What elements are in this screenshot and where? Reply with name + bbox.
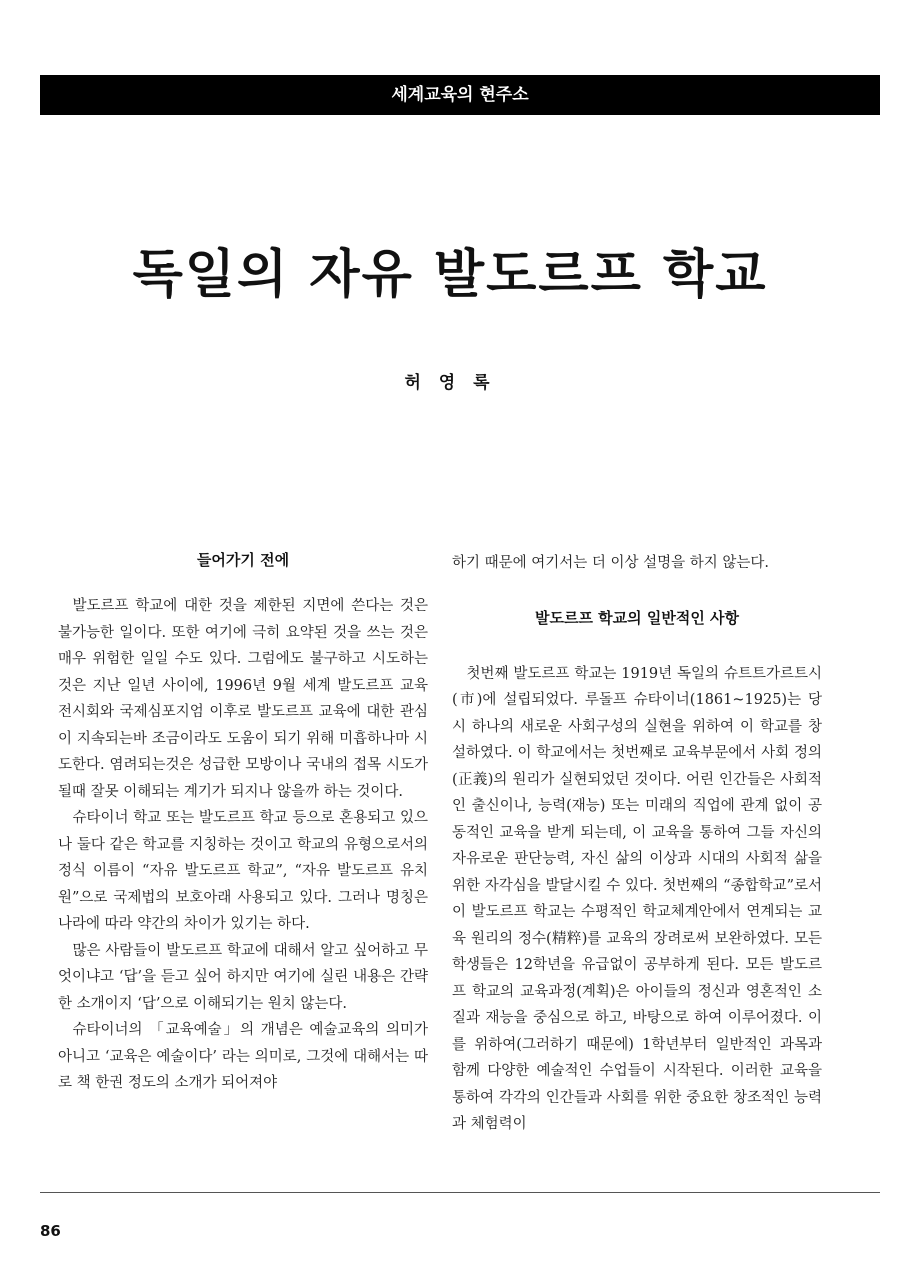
- paragraph: 슈타이너의 「교육예술」의 개념은 예술교육의 의미가 아니고 ‘교육은 예술이다’ 라는 의미로, 그것에 대해서는 따로 책 한권 정도의 소개가 되어져야: [58, 1022, 428, 1091]
- article-title: 독일의 자유 발도르프 학교: [132, 245, 768, 305]
- paragraph: 많은 사람들이 발도르프 학교에 대해서 알고 싶어하고 무엇이냐고 ‘답’을 듣고 싶어 하지만 여기에 실린 내용은 간략한 소개이지 ‘답’으로 이해되기는 원치 않는다.: [58, 942, 428, 1012]
- section-header-bar: [40, 75, 880, 115]
- section-heading-general: 발도르프 학교의 일반적인 사항: [534, 608, 740, 627]
- right-column: [452, 550, 822, 1138]
- section-label: 세계교육의 현주소: [391, 85, 529, 105]
- page-number: 86: [40, 1222, 61, 1240]
- footer-divider: [40, 1192, 880, 1193]
- section-heading-intro: 들어가기 전에: [196, 551, 290, 569]
- paragraph-continuation: 하기 때문에 여기서는 더 이상 설명을 하지 않는다.: [452, 555, 770, 571]
- paragraph: 발도르프 학교에 대한 것을 제한된 지면에 쓴다는 것은 불가능한 일이다. 또한 여기에 극히 요약된 것을 쓰는 것은 매우 위험한 일일 수도 있다. 그럼에도 불구하고 시도하는 것은 지난 일년 사이에, 1996년 9월 세계 발도르프 교육 전시회와 국제심포지엄 이후로 발도르프 교육에 대한 관심이 지속되는바 조금이라도 도움이 되기 위해 미흡하나마 시도한다. 염려되는것은 성급한 모방이나 국내의 접목 시도가 될때 잘못 이해되는 계기가 되지나 않을까 하는 것이다.: [58, 598, 428, 800]
- left-column: [58, 545, 428, 1097]
- paragraph: 슈타이너 학교 또는 발도르프 학교 등으로 혼용되고 있으나 둘다 같은 학교를 지칭하는 것이고 학교의 유형으로서의 정식 이름이 “자유 발도르프 학교”, “자유 발도르프 유치원”으로 국제법의 보호아래 사용되고 있다. 그러나 명칭은 나라에 따라 약간의 차이가 있기는 하다.: [58, 810, 428, 932]
- author-name: 허 영 록: [404, 373, 496, 393]
- paragraph: 첫번째 발도르프 학교는 1919년 독일의 슈트트가르트시(市)에 설립되었다. 루돌프 슈타이너(1861~1925)는 당시 하나의 새로운 사회구성의 실현을 위하여 이 학교를 창설하였다. 이 학교에서는 첫번째로 교육부문에서 사회 정의(正義)의 원리가 실현되었던 것이다. 어린 인간들은 사회적인 출신이나, 능력(재능) 또는 미래의 직업에 관계 없이 공동적인 교육을 받게 되는데, 이 교육을 통하여 그들 자신의 자유로운 판단능력, 자신 삶의 이상과 시대의 사회적 삶을 위한 자각심을 발달시킬 수 있다. 첫번째의 “종합학교”로서 이 발도르프 학교는 수평적인 학교체계안에서 연계되는 교육 원리의 정수(精粹)를 교육의 장려로써 보완하였다. 모든 학생들은 12학년을 유급없이 공부하게 된다. 모든 발도르프 학교의 교육과정(계획)은 아이들의 정신과 영혼적인 소질과 재능을 중심으로 하고, 바탕으로 하여 이루어졌다. 이를 위하여(그러하기 때문에) 1학년부터 일반적인 과목과 함께 다양한 예술적인 수업들이 시작된다. 이러한 교육을 통하여 각각의 인간들과 사회를 위한 중요한 창조적인 능력과 체험력이: [452, 665, 822, 1132]
